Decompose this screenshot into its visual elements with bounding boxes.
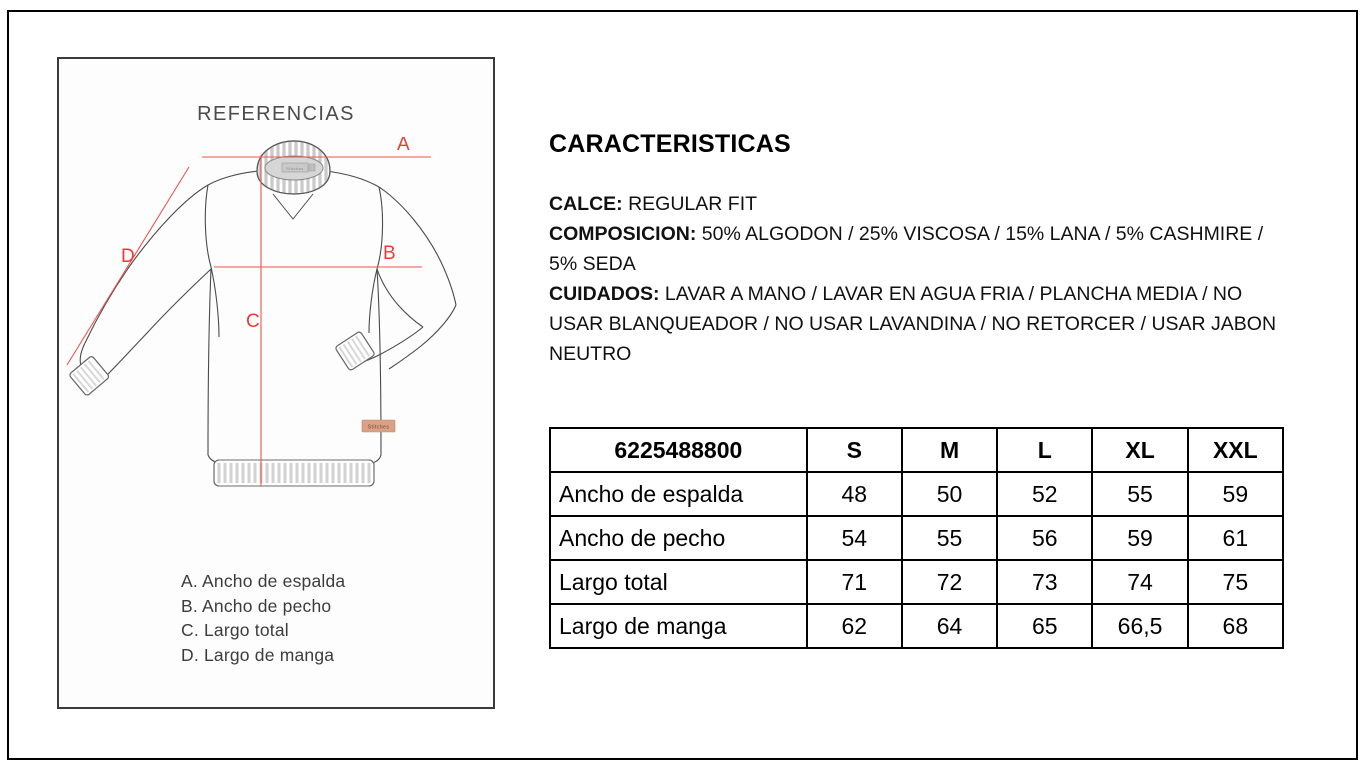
- cell-largo-total-xxl: 75: [1188, 560, 1283, 604]
- size-header-s: S: [807, 428, 902, 472]
- measure-label-ancho-espalda: Ancho de espalda: [550, 472, 807, 516]
- cell-largo-total-l: 73: [997, 560, 1092, 604]
- reference-legend: [181, 569, 345, 667]
- legend-item-d: D. Largo de manga: [181, 644, 335, 665]
- svg-text:Stitches: Stitches: [286, 165, 304, 171]
- measure-label-ancho-pecho: Ancho de pecho: [550, 516, 807, 560]
- legend-item-c: C. Largo total: [181, 620, 289, 640]
- size-header-l: L: [997, 428, 1092, 472]
- cell-ancho-pecho-s: 54: [807, 516, 902, 560]
- spec-label-calce: CALCE:: [549, 193, 623, 215]
- cell-ancho-espalda-xl: 55: [1092, 472, 1187, 516]
- size-header-xxl: XXL: [1188, 428, 1283, 472]
- table-row: [550, 516, 1283, 560]
- reference-panel-title: REFERENCIAS: [197, 103, 355, 125]
- cell-ancho-espalda-l: 52: [997, 472, 1092, 516]
- table-row: [550, 560, 1283, 604]
- cell-largo-manga-m: 64: [902, 604, 997, 648]
- table-row: [550, 604, 1283, 648]
- collar: [257, 137, 330, 219]
- hem-ribbing: [214, 460, 374, 486]
- reference-panel: [57, 57, 495, 709]
- characteristics-heading: CARACTERISTICAS: [549, 130, 791, 158]
- right-cuff-ribbing: [335, 331, 375, 371]
- cell-largo-total-s: 71: [807, 560, 902, 604]
- svg-text:Stitches: Stitches: [367, 424, 390, 431]
- product-code-cell: 6225488800: [550, 428, 807, 472]
- spec-value-cuidados: LAVAR A MANO / LAVAR EN AGUA FRIA / PLANCHA MEDIA / NO USAR BLANQUEADOR / NO USAR LAVANDINA / NO RETORCER / USAR JABON NEUTRO: [549, 283, 1277, 365]
- spec-value-composicion: 50% ALGODON / 25% VISCOSA / 15% LANA / 5% CASHMIRE / 5% SEDA: [549, 223, 1264, 275]
- left-sleeve: [80, 185, 211, 380]
- measure-label-largo-total: Largo total: [550, 560, 807, 604]
- garment-technical-drawing: [59, 137, 497, 557]
- cell-ancho-espalda-s: 48: [807, 472, 902, 516]
- cell-largo-manga-xxl: 68: [1188, 604, 1283, 648]
- cell-ancho-pecho-xl: 59: [1092, 516, 1187, 560]
- cell-ancho-espalda-xxl: 59: [1188, 472, 1283, 516]
- body-brand-label: [362, 420, 395, 432]
- marker-a-label: A: [397, 137, 410, 155]
- cell-largo-manga-l: 65: [997, 604, 1092, 648]
- left-cuff-ribbing: [69, 355, 110, 396]
- legend-item-a: A. Ancho de espalda: [181, 571, 346, 591]
- cell-ancho-espalda-m: 50: [902, 472, 997, 516]
- cell-ancho-pecho-m: 55: [902, 516, 997, 560]
- spec-label-composicion: COMPOSICION:: [549, 223, 697, 245]
- cell-largo-total-xl: 74: [1092, 560, 1187, 604]
- cell-ancho-pecho-xxl: 61: [1188, 516, 1283, 560]
- spec-value-calce: REGULAR FIT: [628, 193, 758, 215]
- size-header-xl: XL: [1092, 428, 1187, 472]
- spec-row-composicion: [549, 219, 1284, 279]
- table-row: [550, 472, 1283, 516]
- characteristics-list: [549, 189, 1284, 369]
- marker-b-label: B: [383, 243, 396, 264]
- size-table: [549, 427, 1284, 649]
- spec-row-cuidados: [549, 279, 1284, 369]
- legend-item-b: B. Ancho de pecho: [181, 595, 332, 616]
- size-header-m: M: [902, 428, 997, 472]
- marker-c-label: C: [246, 311, 260, 332]
- spec-row-calce: [549, 189, 1284, 219]
- marker-d-label: D: [121, 246, 135, 267]
- spec-label-cuidados: CUIDADOS:: [549, 283, 660, 305]
- measure-label-largo-manga: Largo de manga: [550, 604, 807, 648]
- cell-largo-manga-xl: 66,5: [1092, 604, 1187, 648]
- size-table-container: [549, 427, 1284, 649]
- cell-ancho-pecho-l: 56: [997, 516, 1092, 560]
- characteristics-section: [549, 130, 1309, 369]
- cell-largo-total-m: 72: [902, 560, 997, 604]
- cell-largo-manga-s: 62: [807, 604, 902, 648]
- size-table-header-row: [550, 428, 1283, 472]
